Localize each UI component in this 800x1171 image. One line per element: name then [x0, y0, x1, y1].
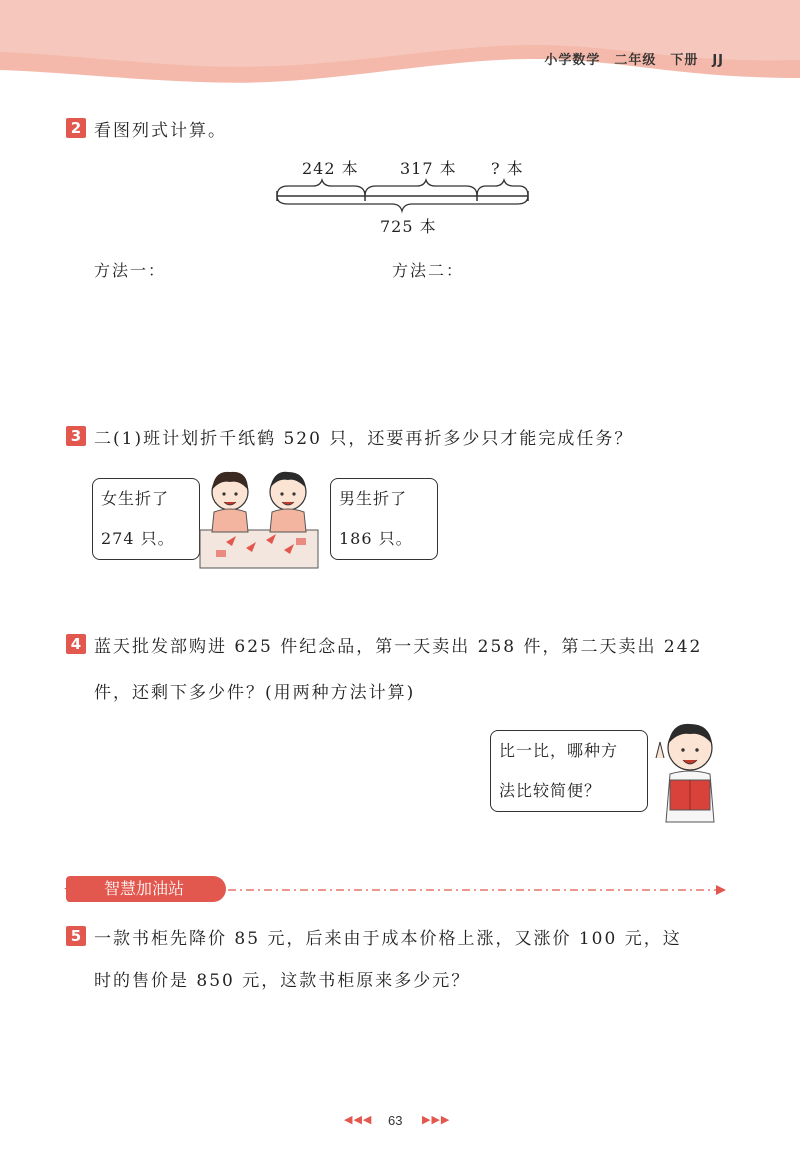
- question-5-line-1: 一款书柜先降价 85 元，后来由于成本价格上涨，又涨价 100 元，这: [94, 929, 682, 949]
- girl-speech-bubble: [92, 478, 200, 560]
- girl-speech-line-1: 女生折了: [101, 489, 170, 508]
- question-number-3: 3: [66, 426, 86, 446]
- header-title: 小学数学 二年级 下册 JJ: [544, 53, 724, 68]
- student-speech-line-2: 法比较简便？: [499, 781, 602, 800]
- footer-left-arrows: ◀◀◀: [344, 1113, 373, 1126]
- method-1-label: 方法一：: [94, 261, 167, 280]
- question-2-text: 看图列式计算。: [94, 121, 227, 141]
- segment-diagram: [270, 178, 540, 214]
- student-speech-bubble: [490, 730, 648, 812]
- total-label: 725 本: [380, 217, 437, 236]
- boy-speech-bubble: [330, 478, 438, 560]
- segment-1-label: 242 本: [302, 159, 359, 178]
- question-4-line-1: 蓝天批发部购进 625 件纪念品，第一天卖出 258 件，第二天卖出 242: [94, 637, 703, 657]
- question-5-line-2: 时的售价是 850 元，这款书柜原来多少元？: [94, 971, 471, 991]
- student-speech-line-1: 比一比，哪种方: [499, 741, 619, 760]
- method-2-label: 方法二：: [392, 261, 465, 280]
- boy-speech-line-1: 男生折了: [339, 489, 408, 508]
- children-folding-cranes-illustration: [196, 462, 326, 574]
- header-band: [0, 0, 800, 90]
- boy-speech-line-2: 186 只。: [339, 529, 413, 548]
- footer-right-arrows: ▶▶▶: [422, 1113, 451, 1126]
- question-number-4: 4: [66, 634, 86, 654]
- girl-speech-line-2: 274 只。: [101, 529, 175, 548]
- segment-2-label: 317 本: [400, 159, 457, 178]
- question-3-text: 二(1)班计划折千纸鹤 520 只，还要再折多少只才能完成任务？: [94, 429, 634, 449]
- section-divider: [228, 884, 728, 896]
- question-number-2: 2: [66, 118, 86, 138]
- section-banner: [66, 876, 226, 902]
- section-title: 智慧加油站: [104, 879, 185, 898]
- boy-reading-illustration: [646, 718, 726, 830]
- segment-3-label: ? 本: [491, 159, 524, 178]
- question-number-5: 5: [66, 926, 86, 946]
- question-4-line-2: 件，还剩下多少件？(用两种方法计算): [94, 683, 416, 703]
- page-number: 63: [388, 1113, 403, 1128]
